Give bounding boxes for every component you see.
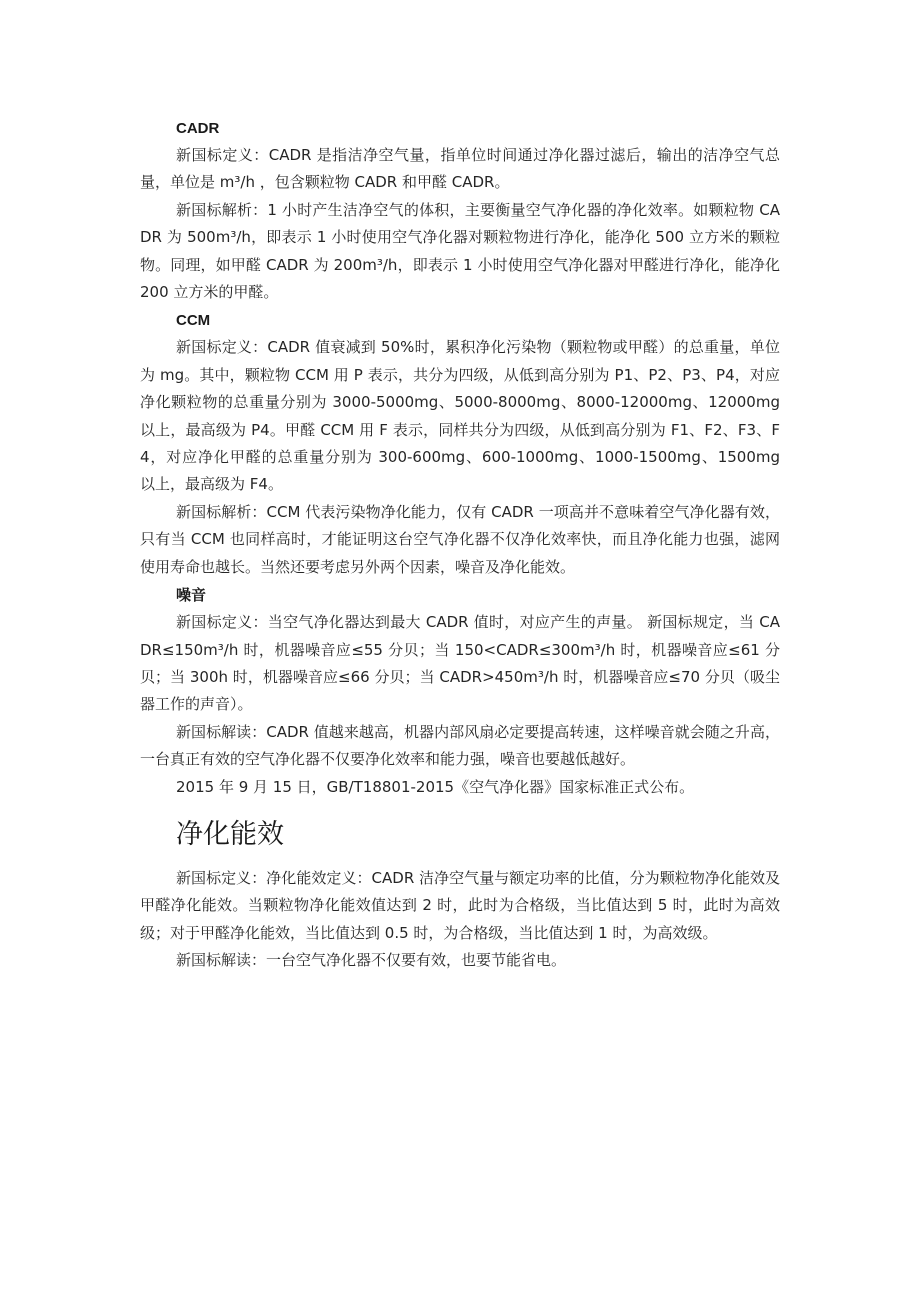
- paragraph: 新国标解读：CADR 值越来越高，机器内部风扇必定要提高转速，这样噪音就会随之升高，一台真正有效的空气净化器不仅要净化效率和能力强，噪音也要越低越好。: [140, 722, 780, 769]
- section-heading-noise: 噪音: [176, 587, 207, 605]
- section-efficiency: [140, 815, 780, 975]
- section-noise: [140, 583, 780, 801]
- section-ccm: [140, 308, 780, 581]
- paragraph: 新国标解析：CCM 代表污染物净化能力，仅有 CADR 一项高并不意味着空气净化器有效，只有当 CCM 也同样高时，才能证明这台空气净化器不仅净化效率快，而且净化能力也强，滤网使用寿命也越长。当然还要考虑另外两个因素，噪音及净化能效。: [140, 502, 780, 576]
- paragraph: 2015 年 9 月 15 日，GB/T18801-2015《空气净化器》国家标准正式公布。: [176, 777, 695, 796]
- paragraph: 新国标定义：CADR 值衰减到 50%时，累积净化污染物（颗粒物或甲醛）的总重量，单位为 mg。其中，颗粒物 CCM 用 P 表示，共分为四级，从低到高分别为 P1、P2、P3、P4，对应净化颗粒物的总重量分别为 3000-5000mg、5000-8000mg、8000-12000mg、12000mg 以上，最高级为 P4。甲醛 CCM 用 F 表示，同样共分为四级，从低到高分别为 F1、F2、F3、F4，对应净化甲醛的总重量分别为 300-600mg、600-1000mg、1000-1500mg、1500mg 以上，最高级为 F4。: [140, 338, 780, 494]
- section-heading-ccm: CCM: [176, 312, 211, 330]
- section-heading-efficiency: 净化能效: [176, 818, 284, 850]
- paragraph: 新国标解读：一台空气净化器不仅要有效，也要节能省电。: [176, 951, 567, 970]
- section-cadr: [140, 116, 780, 306]
- paragraph: 新国标解析：1 小时产生洁净空气的体积，主要衡量空气净化器的净化效率。如颗粒物 CADR 为 500m³/h，即表示 1 小时使用空气净化器对颗粒物进行净化，能净化 500 立方米的颗粒物。同理，如甲醛 CADR 为 200m³/h，即表示 1 小时使用空气净化器对甲醛进行净化，能净化 200 立方米的甲醛。: [140, 200, 780, 302]
- paragraph: 新国标定义：当空气净化器达到最大 CADR 值时，对应产生的声量。 新国标规定，当 CADR≤150m³/h 时，机器噪音应≤55 分贝；当 150<CADR≤300m³/h 时，机器噪音应≤61 分贝；当 300h 时，机器噪音应≤66 分贝；当 CADR>450m³/h 时，机器噪音应≤70 分贝（吸尘器工作的声音）。: [140, 613, 780, 714]
- document-page: [140, 114, 780, 975]
- paragraph: 新国标定义：CADR 是指洁净空气量，指单位时间通过净化器过滤后，输出的洁净空气总量，单位是 m³/h ，包含颗粒物 CADR 和甲醛 CADR。: [140, 146, 780, 192]
- paragraph: 新国标定义：净化能效定义：CADR 洁净空气量与额定功率的比值，分为颗粒物净化能效及甲醛净化能效。当颗粒物净化能效值达到 2 时，此时为合格级，当比值达到 5 时，此时为高效级；对于甲醛净化能效，当比值达到 0.5 时，为合格级，当比值达到 1 时，为高效级。: [140, 868, 780, 942]
- section-heading-cadr: CADR: [176, 120, 220, 137]
